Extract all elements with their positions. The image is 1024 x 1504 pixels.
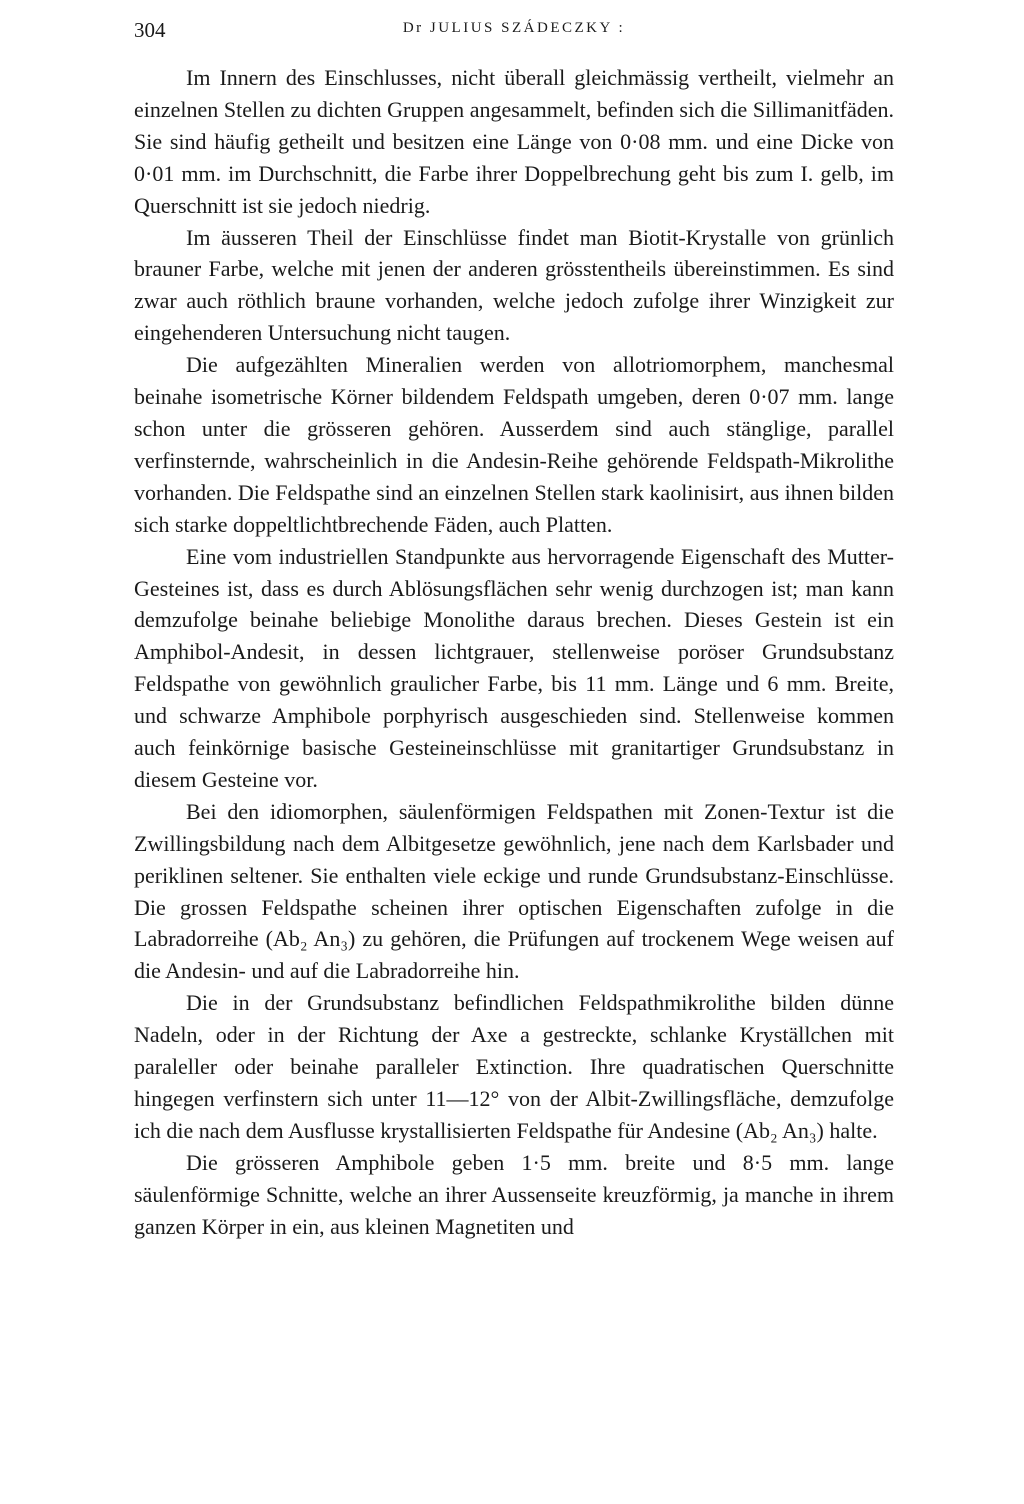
paragraph: Bei den idiomorphen, säulenförmigen Feldspathen mit Zonen-Textur ist die Zwillingsbildung nach dem Albitgesetze gewöhnlich, jene nach dem Karlsbader und periklinen seltener. Sie enthalten viele eckige und runde Grundsubstanz-Einschlüsse. Die grossen Feldspathe scheinen ihrer optischen Eigenschaften zufolge in die Labradorreihe (Ab₂ An₃) zu gehören, die Prüfungen auf trockenem Wege weisen auf die Andesin- und auf die Labradorreihe hin. <box>134 798 894 984</box>
page-number: 304 <box>134 18 166 42</box>
body-text <box>134 62 894 1243</box>
paragraph: Im Innern des Einschlusses, nicht überall gleichmässig vertheilt, vielmehr an einzelnen Stellen zu dichten Gruppen angesammelt, befinden sich die Sillimanitfäden. Sie sind häufig getheilt und besitzen eine Länge von 0·08 mm. und eine Dicke von 0·01 mm. im Durchschnitt, die Farbe ihrer Doppelbrechung geht bis zum I. gelb, im Querschnitt ist sie jedoch niedrig. <box>134 65 894 218</box>
running-head: Dr JULIUS SZÁDECZKY : <box>402 20 626 36</box>
paragraph: Eine vom industriellen Standpunkte aus hervorragende Eigenschaft des Mutter-Gesteines ist, dass es durch Ablösungsflächen sehr wenig durchzogen ist; man kann demzufolge beinahe beliebige Monolithe daraus brechen. Dieses Gestein ist ein Amphibol-Andesit, in dessen lichtgrauer, stellenweise poröser Grundsubstanz Feldspathe von gewöhnlich graulicher Farbe, bis 11 mm. Länge und 6 mm. Breite, und schwarze Amphibole porphyrisch ausgeschieden sind. Stellenweise kommen auch feinkörnige basische Gesteineinschlüsse mit granitartiger Grundsubstanz in diesem Gesteine vor. <box>134 543 894 792</box>
page-header <box>134 18 894 48</box>
paragraph: Die grösseren Amphibole geben 1·5 mm. breite und 8·5 mm. lange säulenförmige Schnitte, welche an ihrer Aussenseite kreuzförmig, ja manche in ihrem ganzen Körper in ein, aus kleinen Magnetiten und <box>134 1149 894 1239</box>
paragraph: Die in der Grundsubstanz befindlichen Feldspathmikrolithe bilden dünne Nadeln, oder in der Richtung der Axe a gestreckte, schlanke Kryställchen mit paraleller oder beinahe paralleler Extinction. Ihre quadratischen Querschnitte hingegen verfinstern sich unter 11—12° von der Albit-Zwillingsfläche, demzufolge ich die nach dem Ausflusse krystallisierten Feldspathe für Andesine (Ab₂ An₃) halte. <box>134 990 894 1143</box>
paragraph: Im äusseren Theil der Einschlüsse findet man Biotit-Krystalle von grünlich brauner Farbe, welche mit jenen der anderen grösstentheils übereinstimmen. Es sind zwar auch röthlich braune vorhanden, welche jedoch zufolge ihrer Winzigkeit zur eingehenderen Untersuchung nicht taugen. <box>134 224 894 346</box>
paragraph: Die aufgezählten Mineralien werden von allotriomorphem, manchesmal beinahe isometrische Körner bildendem Feldspath umgeben, deren 0·07 mm. lange schon unter die grösseren gehören. Ausserdem sind auch stänglige, parallel verfinsternde, wahrscheinlich in die Andesin-Reihe gehörende Feldspath-Mikrolithe vorhanden. Die Feldspathe sind an einzelnen Stellen stark kaolinisirt, aus ihnen bilden sich starke doppeltlichtbrechende Fäden, auch Platten. <box>134 352 894 537</box>
